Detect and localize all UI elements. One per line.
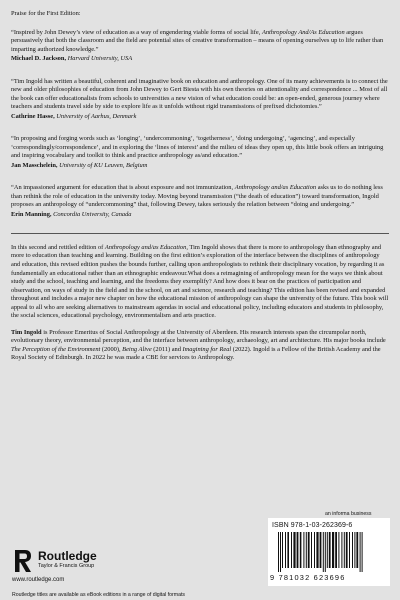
quote-text <box>11 184 389 210</box>
quote-attribution: Erin Manning, Concordia University, Canada <box>11 210 132 218</box>
text-run: (2022). Ingold is a Fellow of the British Academy and the Royal Society of Edinburgh. In 2022 he was made a CBE for services to Anthropology. <box>11 345 381 362</box>
isbn-label: ISBN 978-1-03-262369-6 <box>272 522 353 529</box>
publisher-website: www.routledge.com <box>12 577 65 583</box>
italic-text: Anthropology And/As Education <box>261 28 345 36</box>
quote-author: Erin Manning <box>11 210 50 218</box>
text-run: “In proposing and forging words such as ‘longing’, ‘undercommoning’, ‘togetherness’, ‘doing undergoing’, ‘agencing’, and especially ‘correspondingly/correspondence’, and in exploring the ‘lines of interest’ and the milieu of ideas they open up, this little book offers an intriguing and inspiring vocabulary and toolkit to think and practice anthropology as/and education.” <box>11 135 384 160</box>
quote-author: Jan Masschelein <box>11 161 56 169</box>
text-run: asks us to do nothing less than rethink the role of education in the university today. Moving beyond transmission (“the death of education”) toward transformation, Ingold proposes an anthropology of “undercommoning” that, following Dewey, takes seriously the relation between “doing and undergoing.” <box>11 184 383 209</box>
italic-text: Imagining for Real <box>182 345 232 353</box>
quote-affiliation: Concordia University, Canada <box>53 210 132 218</box>
text-run: (2011) and <box>151 345 183 353</box>
quote-text <box>11 29 389 55</box>
text-run: argues persuasively that both the classroom and the field are potential sites of creative transformation – means of opening ourselves up to life rather than imparting authorized knowledge.” <box>11 28 384 53</box>
text-run: “An impassioned argument for education that is about exposure and not immunization, <box>11 184 235 192</box>
quote-author: Cathrine Hasse <box>11 112 54 120</box>
text-run: In this second and retitled edition of <box>11 243 105 251</box>
author-bio <box>11 329 389 363</box>
quote-attribution: Cathrine Hasse, University of Aarhus, Denmark <box>11 112 137 120</box>
quote-text <box>11 135 389 161</box>
quote-affiliation: Harvard University, USA <box>67 55 133 63</box>
italic-text: Anthropology and/as Education <box>104 243 187 251</box>
quote-attribution: Michael D. Jackson, Harvard University, USA <box>11 55 133 63</box>
bold-text: Tim Ingold <box>11 328 42 336</box>
routledge-logo-icon <box>12 548 34 574</box>
quote-affiliation: University of KU Leuven, Belgium <box>59 161 148 169</box>
publisher-name: Routledge <box>38 549 97 563</box>
routledge-logo <box>12 548 132 576</box>
publisher-group: Taylor & Francis Group <box>38 563 95 569</box>
text-run: “Inspired by John Dewey’s view of education as a way of engendering viable forms of social life, <box>11 28 262 36</box>
divider <box>11 233 389 234</box>
quote-text <box>11 78 389 112</box>
quote-attribution: Jan Masschelein, University of KU Leuven, Belgium <box>11 161 148 169</box>
ebook-note: Routledge titles are available as eBook editions in a range of digital formats <box>12 592 186 598</box>
text-run: is Professor Emeritus of Social Anthropology at the University of Aberdeen. His research interests span the circumpolar north, evolutionary theory, environmental perception, and the interface between anthropology, archaeology, art and architecture. His major books include <box>11 328 386 345</box>
book-description <box>11 244 389 321</box>
praise-heading: Praise for the First Edition: <box>11 10 81 17</box>
barcode-digits: 9 781032 623696 <box>270 573 346 582</box>
text-run: (2000), <box>100 345 123 353</box>
text-run: “Tim Ingold has written a beautiful, coherent and imaginative book on education and anthropology. One of its many achievements is to connect the new and older philosophies of education from John Dewey to Gert Biesta with his own theories on attentionality and correspondence ... Most of all the book can offer educationalists from schools to universities a new vision of what education could be: an open-ended, generous journey where teachers and students travel side by side to explore life as it unfolds without rigid transmissions of prefixed dichotomies.” <box>11 77 388 111</box>
quote-affiliation: University of Aarhus, Denmark <box>56 112 137 120</box>
italic-text: The Perception of the Environment <box>11 345 101 353</box>
informa-tagline: an informa business <box>325 511 372 517</box>
italic-text: Being Alive <box>122 345 152 353</box>
italic-text: Anthropology and/as Education <box>234 184 317 192</box>
text-area <box>11 10 389 363</box>
publisher-footer <box>0 540 400 600</box>
quote-author: Michael D. Jackson <box>11 55 65 63</box>
text-run: , Tim Ingold shows that there is more to anthropology than ethnography and more to education than teaching and learning. Building on the first edition’s exploration of the interface between the disciplines of anthropology and education, this revised edition pushes the bounds further, calling upon anthropologists to rethink their disciplinary vocation, by regarding it as fundamentally an educational rather than an ethnographic endeavour.What does a reimagining of anthropology mean for the ways we think about study and the school, teaching and learning, and the freedoms they exemplify? And how does it bear on the practices of participation and observation, on ways of study in the field and in the school, on art and science, research and teaching? This edition has been revised and expanded throughout and includes a major new chapter on how the educational mission of anthropology can shape the university of the future. This book will appeal to all who are seeking alternatives to mainstream agendas in social and educational policy, including educators and students in philosophy, the social sciences, educational psychology, environmentalism and arts practice. <box>11 243 389 320</box>
